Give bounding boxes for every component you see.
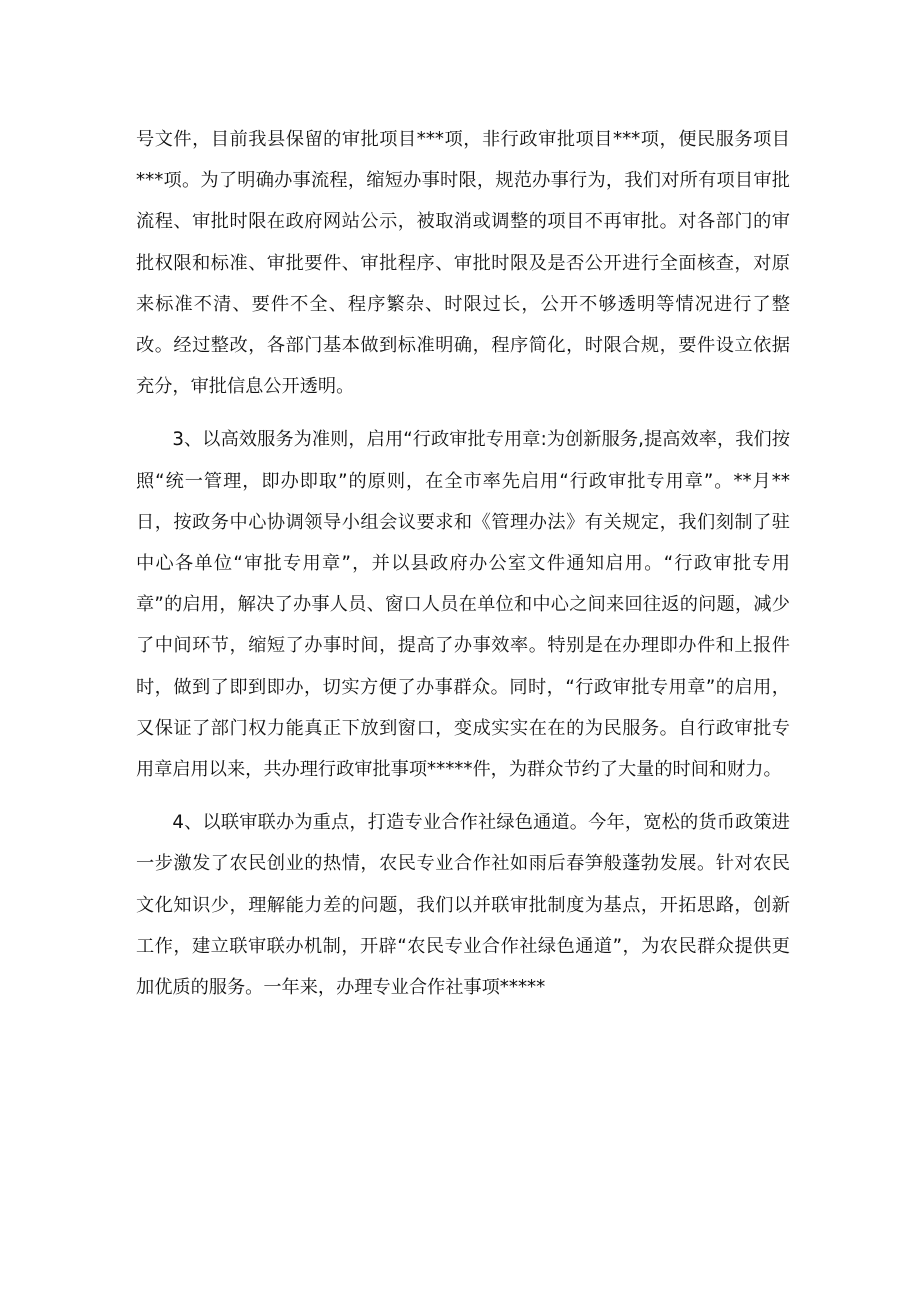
document-body [136, 119, 790, 1008]
paragraph-2: 3、以高效服务为准则，启用“行政审批专用章:为创新服务,提高效率，我们按照“统一管理，即办即取”的原则，在全市率先启用“行政审批专用章”。**月**日，按政务中心协调领导小组会议要求和《管理办法》有关规定，我们刻制了驻中心各单位“审批专用章”，并以县政府办公室文件通知启用。“行政审批专用章”的启用，解决了办事人员、窗口人员在单位和中心之间来回往返的问题，减少了中间环节，缩短了办事时间，提高了办事效率。特别是在办理即办件和上报件时，做到了即到即办，切实方便了办事群众。同时，“行政审批专用章”的启用，又保证了部门权力能真正下放到窗口，变成实实在在的为民服务。自行政审批专用章启用以来，共办理行政审批事项*****件，为群众节约了大量的时间和财力。 [136, 429, 790, 781]
paragraph-1: 号文件，目前我县保留的审批项目***项，非行政审批项目***项，便民服务项目***项。为了明确办事流程，缩短办事时限，规范办事行为，我们对所有项目审批流程、审批时限在政府网站公示，被取消或调整的项目不再审批。对各部门的审批权限和标准、审批要件、审批程序、审批时限及是否公开进行全面核查，对原来标准不清、要件不全、程序繁杂、时限过长，公开不够透明等情况进行了整改。经过整改，各部门基本做到标准明确，程序简化，时限合规，要件设立依据充分，审批信息公开透明。 [136, 129, 790, 398]
paragraph-3: 4、以联审联办为重点，打造专业合作社绿色通道。今年，宽松的货币政策进一步激发了农民创业的热情，农民专业合作社如雨后春笋般蓬勃发展。针对农民文化知识少，理解能力差的问题，我们以并联审批制度为基点，开拓思路，创新工作，建立联审联办机制，开辟“农民专业合作社绿色通道”，为农民群众提供更加优质的服务。一年来，办理专业合作社事项***** [136, 812, 790, 999]
